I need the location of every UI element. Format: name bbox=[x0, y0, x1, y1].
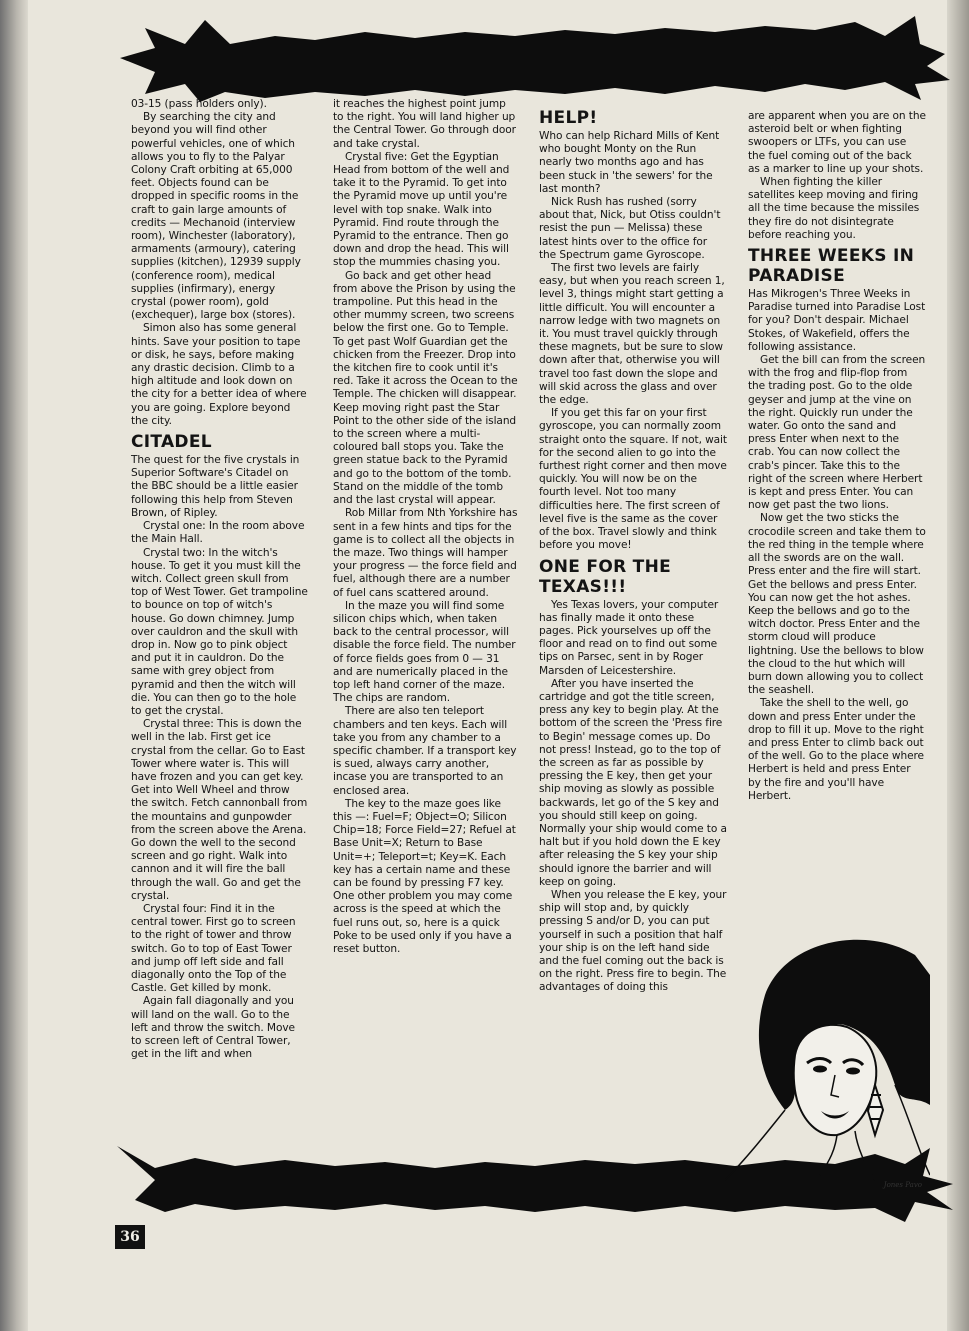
paragraph: When fighting the killer satellites keep moving and firing all the time because the missiles they fire do not disintegrate before reaching you. bbox=[748, 176, 920, 241]
page-edge-right bbox=[947, 0, 969, 1331]
paragraph: In the maze you will find some silicon chips which, when taken back to the central processor, will disable the force field. The number of force fields goes from 0 — 31 and are numerically placed in the top left hand corner of the maze. The chips are random. bbox=[333, 599, 516, 705]
section-heading: THREE WEEKS IN PARADISE bbox=[748, 246, 915, 287]
woman-portrait-illustration bbox=[725, 935, 930, 1195]
portrait-drawing bbox=[725, 935, 930, 1195]
column-2 bbox=[333, 98, 518, 956]
paragraph: The first two levels are fairly easy, but when you reach screen 1, level 3, things might start getting a little difficult. You will encounter a narrow ledge with two magnets on it. You must travel quickly through these magnets, but be sure to slow down after that, otherwise you will travel too fast down the slope and will skid across the glass and over the edge. bbox=[539, 262, 725, 407]
paragraph: If you get this far on your first gyroscope, you can normally zoom straight onto the square. If not, wait for the second alien to go into the furthest right corner and then move quickly. You will now be on the fourth level. Not too many difficulties here. The first screen of level five is the same as the cover of the box. Travel slowly and think before you move! bbox=[539, 407, 727, 552]
paragraph: Crystal one: In the room above the Main Hall. bbox=[131, 520, 305, 546]
section-heading: HELP! bbox=[539, 108, 598, 128]
paragraph: Who can help Richard Mills of Kent who bought Monty on the Run nearly two months ago and has been stuck in 'the sewers' for the last month? bbox=[539, 130, 720, 195]
paragraph: Again fall diagonally and you will land on the wall. Go to the left and throw the switch. Move to screen left of Central Tower, get in the lift and when bbox=[131, 995, 295, 1061]
page-number: 36 bbox=[115, 1225, 145, 1249]
paragraph: Now get the two sticks the crocodile screen and take them to the red thing in the temple where all the swords are on the wall. Press enter and the fire will start. Get the bellows and press Enter. You can now get the hot ashes. Keep the bellows and go to the witch doctor. Press Enter and the storm cloud will produce lightning. Use the bellows to blow the cloud to the hut which will burn down allowing you to collect the seashell. bbox=[748, 512, 926, 697]
paragraph: it reaches the highest point jump to the right. You will land higher up the Central Tower. Go through door and take crystal. bbox=[333, 98, 516, 150]
paragraph: Go back and get other head from above the Prison by using the trampoline. Put this head in the other mummy screen, two screens below the first one. Go to Temple. To get past Wolf Guardian get the chicken from the Freezer. Drop into the kitchen fire to cook until it's red. Take it across the Ocean to the Temple. The chicken will disappear. Keep moving right past the Star Point to the other side of the island to the screen where a multi-coloured ball stops you. Take the green statue back to the Pyramid and go to the bottom of the tomb. Stand on the middle of the tomb and the last crystal will appear. bbox=[333, 269, 518, 507]
column-4 bbox=[748, 110, 926, 803]
column-3 bbox=[539, 104, 727, 995]
section-heading: ONE FOR THE TEXAS!!! bbox=[539, 556, 672, 597]
paragraph: Crystal two: In the witch's house. To get it you must kill the witch. Collect green skull from top of West Tower. Get trampoline to bounce on top of witch's house. Go down chimney. Jump over cauldron and the skull with drop in. Now go to pink object and put it in cauldron. Do the same with grey object from pyramid and then the witch will die. You can then go to the hole to get the crystal. bbox=[131, 546, 308, 717]
paragraph: Nick Rush has rushed (sorry about that, Nick, but Otiss couldn't resist the pun — Melissa) these latest hints over to the office for the Spectrum game Gyroscope. bbox=[539, 196, 721, 261]
page-edge-left bbox=[0, 0, 28, 1331]
paragraph: Simon also has some general hints. Save your position to tape or disk, he says, before making any drastic decision. Climb to a high altitude and look down on the city for a better idea of where you are going. Explore beyond the city. bbox=[131, 322, 307, 427]
paragraph: By searching the city and beyond you will find other powerful vehicles, one of which allows you to fly to the Palyar Colony Craft orbiting at 65,000 feet. Objects found can be dropped in specific rooms in the craft to gain large amounts of credits — Mechanoid (interview room), Winchester (laboratory), armaments (armoury), catering supplies (kitchen), 12939 supply (conference room), medical supplies (infirmary), energy crystal (power room), gold (exchequer), large box (stores). bbox=[131, 111, 301, 322]
paragraph: After you have inserted the cartridge and got the title screen, press any key to begin play. At the bottom of the screen the 'Press fire to Begin' message comes up. Do not press! Instead, go to the top of the screen as far as possible by pressing the E key, then get your ship moving as slowly as possible backwards, let go of the S key and you should still keep on going. Normally your ship would come to a halt but if you hold down the E key after releasing the S key your ship should ignore the barrier and will keep on going. bbox=[539, 677, 727, 888]
paragraph: There are also ten teleport chambers and ten keys. Each will take you from any chamber to a specific chamber. If a transport key is sued, always carry another, incase you are transported to an enclosed area. bbox=[333, 705, 517, 797]
paragraph: Crystal five: Get the Egyptian Head from bottom of the well and take it to the Pyramid. To get into the Pyramid move up until you're level with top snake. Walk into Pyramid. Find route through the Pyramid to the entrance. Then go down and drop the head. This will stop the mummies chasing you. bbox=[333, 150, 510, 269]
paragraph: Yes Texas lovers, your computer has finally made it onto these pages. Pick yourselves up off the floor and read on to find out some tips on Parsec, sent in by Roger Marsden of Leicestershire. bbox=[539, 598, 719, 677]
paragraph: Get the bill can from the screen with the frog and flip-flop from the trading post. Go to the olde geyser and jump at the vine on the right. Quickly run under the water. Go onto the sand and press Enter when next to the crab. You can now collect the crab's pincer. Take this to the right of the screen where Herbert is kept and press Enter. You can now get past the two lions. bbox=[748, 354, 926, 512]
paragraph: Crystal three: This is down the well in the lab. First get ice crystal from the cellar. Go to East Tower where water is. This will have frozen and you can get key. Get into Well Wheel and throw the switch. Fetch cannonball from the mountains and gunpowder from the screen above the Arena. Go down the well to the second screen and go right. Walk into cannon and it will fire the ball through the wall. Go and get the crystal. bbox=[131, 718, 308, 902]
paragraph: 03-15 (pass holders only). bbox=[131, 98, 267, 110]
paragraph: Crystal four: Find it in the central tower. First go to screen to the right of tower and throw switch. Go to top of East Tower and jump off left side and fall diagonally onto the Top of the Castle. Get killed by monk. bbox=[131, 902, 296, 995]
paragraph: The key to the maze goes like this —: Fuel=F; Object=O; Silicon Chip=18; Force Field=27; Refuel at Base Unit=X; Return to Base Unit=+; Teleport=t; Key=K. Each key has a certain name and these can be found by pressing F7 key. One other problem you may come across is the speed at which the fuel runs out, so, here is a quick Poke to be used only if you have a reset button. bbox=[333, 797, 516, 955]
paragraph: The quest for the five crystals in Superior Software's Citadel on the BBC should be a little easier following this help from Steven Brown, of Ripley. bbox=[131, 454, 300, 519]
paragraph: Has Mikrogen's Three Weeks in Paradise turned into Paradise Lost for you? Don't despair. Michael Stokes, of Wakefield, offers the following assistance. bbox=[748, 288, 926, 353]
column-1 bbox=[131, 98, 308, 1061]
illustration-signature: Jones Pavo bbox=[883, 1181, 922, 1189]
paragraph: Take the shell to the well, go down and press Enter under the drop to fill it up. Move to the right and press Enter to climb back out of the well. Go to the place where Herbert is held and press Enter by the fire and you'll have Herbert. bbox=[748, 697, 924, 802]
paragraph: are apparent when you are on the asteroid belt or when fighting swoopers or LTFs, you can use the fuel coming out of the back as a marker to line up your shots. bbox=[748, 110, 926, 175]
paragraph: Rob Millar from Nth Yorkshire has sent in a few hints and tips for the game is to collect all the objects in the maze. Two things will hamper your progress — the force field and fuel, although there are a number of fuel cans scattered around. bbox=[333, 507, 518, 599]
paragraph: When you release the E key, your ship will stop and, by quickly pressing S and/or D, you can put yourself in such a position that half your ship is on the left hand side and the fuel coming out the back is on the right. Press fire to begin. The advantages of doing this bbox=[539, 888, 727, 994]
top-zigzag-banner bbox=[115, 14, 950, 102]
section-heading: CITADEL bbox=[131, 432, 212, 453]
